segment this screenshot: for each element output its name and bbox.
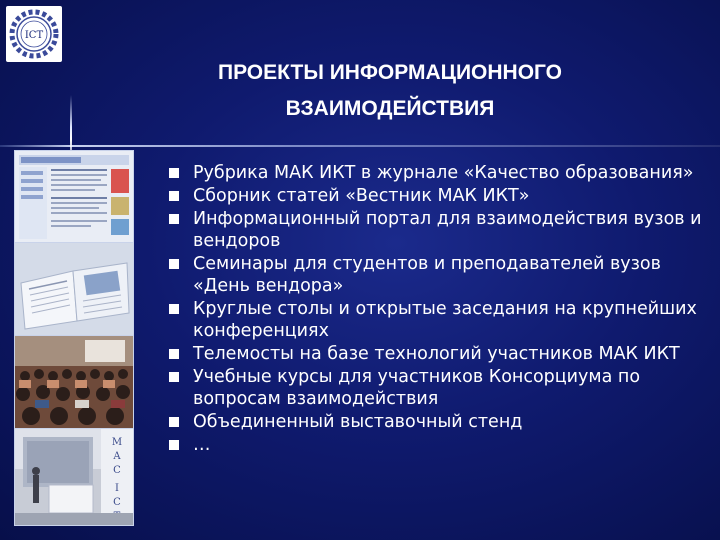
list-item xyxy=(167,253,707,297)
list-item xyxy=(167,434,707,456)
ict-logo xyxy=(6,6,62,62)
list-item-text-continued: конференциях xyxy=(193,321,329,341)
logo-text: ICT xyxy=(24,30,44,41)
list-item xyxy=(167,343,707,365)
square-bullet-icon xyxy=(169,191,179,201)
square-bullet-icon xyxy=(169,372,179,382)
stand-letter-3: C xyxy=(113,465,121,476)
stand-letter-2: A xyxy=(113,451,121,462)
open-book-image xyxy=(14,242,134,336)
square-bullet-icon xyxy=(169,417,179,427)
stand-letter-5: C xyxy=(113,497,121,508)
list-item-text: Сборник статей «Вестник МАК ИКТ» xyxy=(193,186,530,206)
square-bullet-icon xyxy=(169,214,179,224)
stand-letter-4: I xyxy=(115,483,119,494)
list-item-text: Телемосты на базе технологий участников МАК ИКТ xyxy=(193,344,680,364)
list-item-text-continued: «День вендора» xyxy=(193,276,344,296)
list-item xyxy=(167,185,707,207)
list-item-text: Семинары для студентов и преподавателей вузов xyxy=(193,254,661,274)
list-item-text: Учебные курсы для участников Консорциума по xyxy=(193,367,641,387)
list-item-text: Круглые столы и открытые заседания на крупнейших xyxy=(193,299,697,319)
list-item-text-continued: вопросам взаимодействия xyxy=(193,389,439,409)
list-item-text: Объединенный выставочный стенд xyxy=(193,412,523,432)
square-bullet-icon xyxy=(169,304,179,314)
square-bullet-icon xyxy=(169,259,179,269)
list-item xyxy=(167,298,707,342)
list-item xyxy=(167,208,707,252)
square-bullet-icon xyxy=(169,440,179,450)
list-item-text: Рубрика МАК ИКТ в журнале «Качество образования» xyxy=(193,163,694,183)
page-title xyxy=(140,55,640,127)
list-item-text: … xyxy=(193,435,211,455)
square-bullet-icon xyxy=(169,349,179,359)
list-item xyxy=(167,162,707,184)
stand-letter-1: M xyxy=(111,437,123,448)
gear-icon xyxy=(6,6,62,62)
projects-list xyxy=(167,162,707,457)
list-item xyxy=(167,366,707,410)
exhibition-stand-image xyxy=(14,428,134,526)
title-line-1: ПРОЕКТЫ ИНФОРМАЦИОННОГО xyxy=(217,61,563,84)
decorative-horizontal-line xyxy=(0,145,720,147)
list-item-text: Информационный портал для взаимодействия вузов и xyxy=(193,209,702,229)
title-line-2: ВЗАИМОДЕЙСТВИЯ xyxy=(285,97,495,120)
square-bullet-icon xyxy=(169,168,179,178)
list-item xyxy=(167,411,707,433)
conference-audience-image xyxy=(14,335,134,429)
journal-screenshot-image xyxy=(14,150,134,244)
list-item-text-continued: вендоров xyxy=(193,231,281,251)
